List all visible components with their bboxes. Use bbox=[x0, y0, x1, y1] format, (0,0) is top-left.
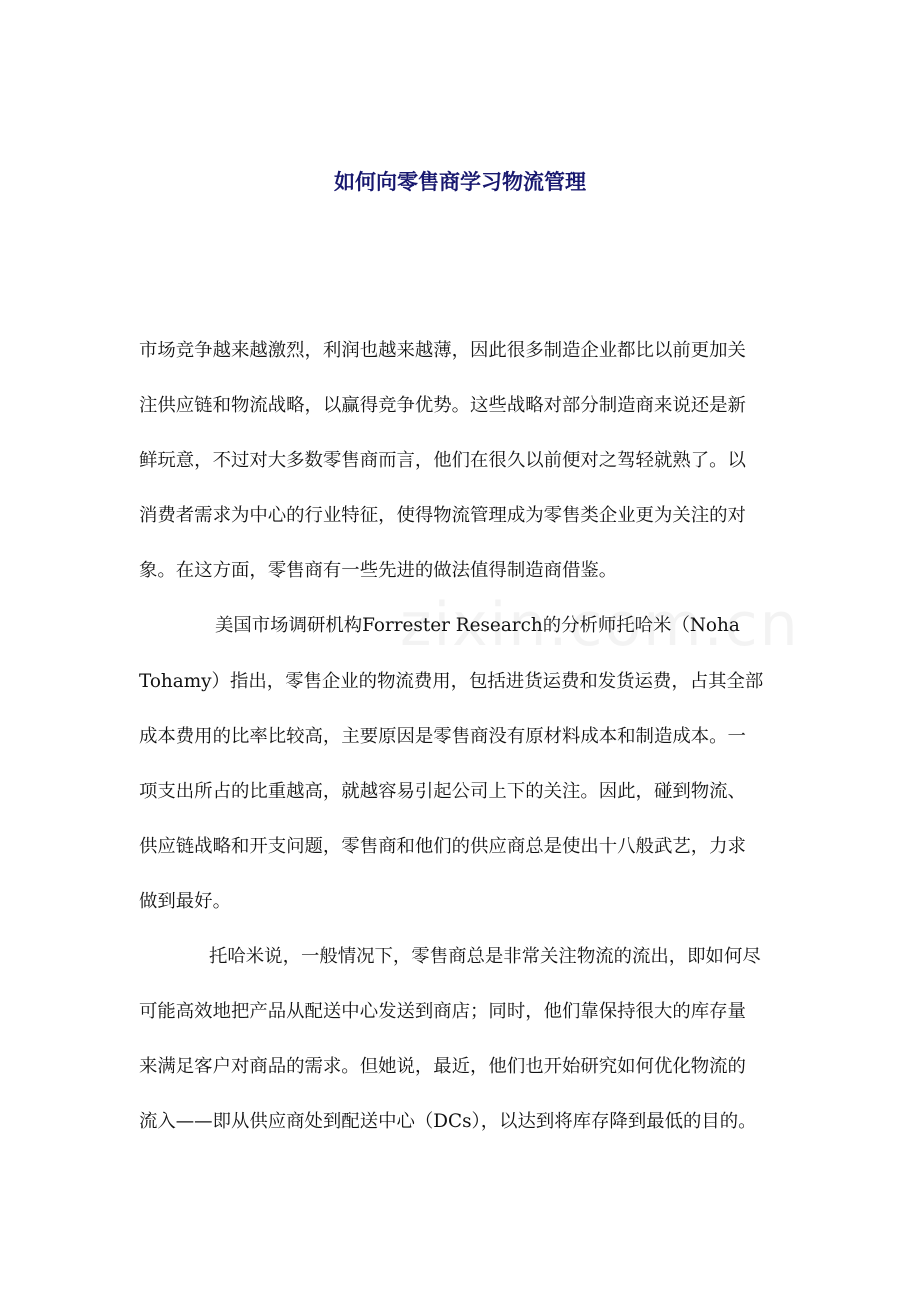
paragraph-2-line-5: 供应链战略和开支问题，零售商和他们的供应商总是使出十八般武艺，力求 bbox=[139, 835, 746, 857]
paragraph-3-line-2: 可能高效地把产品从配送中心发送到商店；同时，他们靠保持很大的库存量 bbox=[139, 1001, 746, 1023]
paragraph-1-line-5: 象。在这方面，零售商有一些先进的做法值得制造商借鉴。 bbox=[139, 560, 618, 582]
paragraph-3-line-4: 流入——即从供应商处到配送中心（DCs），以达到将库存降到最低的目的。 bbox=[139, 1111, 757, 1133]
paragraph-1-line-3: 鲜玩意，不过对大多数零售商而言，他们在很久以前便对之驾轻就熟了。以 bbox=[139, 450, 746, 472]
paragraph-2-line-3: 成本费用的比率比较高，主要原因是零售商没有原材料成本和制造成本。一 bbox=[139, 725, 746, 747]
paragraph-1-line-2: 注供应链和物流战略，以赢得竞争优势。这些战略对部分制造商来说还是新 bbox=[139, 395, 746, 417]
document-body bbox=[139, 333, 853, 1159]
paragraph-3-line-3: 来满足客户对商品的需求。但她说，最近，他们也开始研究如何优化物流的 bbox=[139, 1056, 746, 1078]
paragraph-2-line-2: Tohamy）指出，零售企业的物流费用，包括进货运费和发货运费，占其全部 bbox=[139, 670, 764, 692]
paragraph-3-line-1: 托哈米说，一般情况下，零售商总是非常关注物流的流出，即如何尽 bbox=[209, 946, 761, 968]
paragraph-1-line-4: 消费者需求为中心的行业特征，使得物流管理成为零售类企业更为关注的对 bbox=[139, 505, 746, 527]
document-title: 如何向零售商学习物流管理 bbox=[334, 169, 586, 194]
paragraph-2-line-6: 做到最好。 bbox=[139, 890, 231, 912]
paragraph-2-line-1: 美国市场调研机构Forrester Research的分析师托哈米（Noha bbox=[215, 615, 740, 637]
paragraph-2-line-4: 项支出所占的比重越高，就越容易引起公司上下的关注。因此，碰到物流、 bbox=[139, 780, 746, 802]
paragraph-1-line-1: 市场竞争越来越激烈，利润也越来越薄，因此很多制造企业都比以前更加关 bbox=[139, 340, 746, 361]
